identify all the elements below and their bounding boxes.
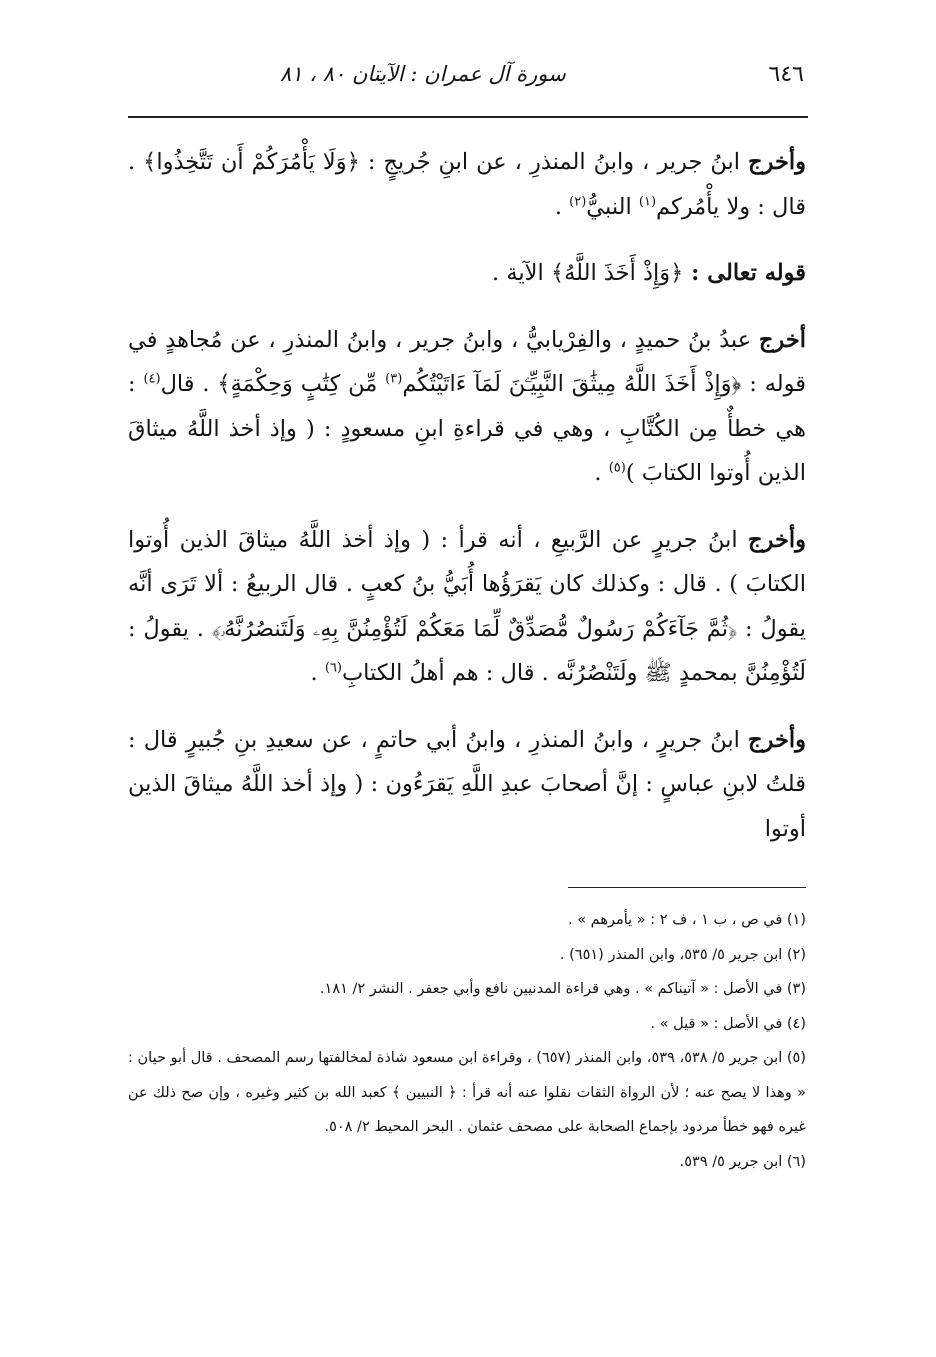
paragraph-text: . xyxy=(310,660,325,686)
paragraph-text: ابنُ جرير ، وابنُ المنذرِ ، عن ابنِ جُريجٍ : xyxy=(359,149,749,175)
paragraph-3 xyxy=(128,318,806,496)
quran-quote: ﴿وَإِذْ أَخَذَ اللَّهُ مِيثَٰقَ النَّبِيِّـۧنَ لَمَآ ءَاتَيْتُكُم xyxy=(402,371,742,397)
paragraph-text: النبيُّ xyxy=(586,193,639,220)
paragraph-text: . قال xyxy=(160,371,218,397)
paragraph-5 xyxy=(128,718,806,852)
footnote-marker[interactable]: (٦) xyxy=(324,660,342,676)
quran-quote: مِّن كِتَٰبٍ وَحِكْمَةٍ﴾ xyxy=(217,371,386,397)
footnote: (٦) ابن جرير ٥/ ٥٣٩. xyxy=(679,1153,806,1170)
footnote-marker[interactable]: (١) xyxy=(638,194,657,209)
running-title: سورة آل عمران : الآيتان ٨٠ ، ٨١ xyxy=(280,62,566,86)
header-rule xyxy=(128,116,808,118)
paragraph-text: . يقولُ : لَتُؤْمِنُنَّ بمحمدٍ ﷺ ولَتَنْصُرُنَّه . قال : هم أهلُ الكتابِ xyxy=(128,615,806,686)
paragraph-text: : هي خطأٌ مِن الكُتَّابِ ، وهي في قراءةِ ابنِ مسعودٍ : ( وإذ أخذ اللَّهُ ميثاقَ الذين أُوتوا الكتابَ ) xyxy=(128,371,806,486)
paragraph-lead: أخرج xyxy=(758,326,806,353)
paragraph-text: . xyxy=(554,193,570,220)
paragraph-4 xyxy=(128,518,806,696)
footnote: (٣) في الأصل : « آتيناكم » . وهي قراءة المدنيين نافع وأبي جعفر . النشر ٢/ ١٨١. xyxy=(319,981,806,997)
quran-quote: ﴿وَلَا يَأْمُرَكُمْ أَن تَتَّخِذُوا﴾ xyxy=(143,149,360,175)
footnote: (٥) ابن جرير ٥/ ٥٣٨، ٥٣٩، وابن المنذر (٦٥٧) ، وقراءة ابن مسعود شاذة لمخالفتها رسم المصحف . قال أبو حيان : « وهذا لا يصح عنه ؛ لأن الرواة الثقات نقلوا عنه أنه قرأ : ﴿ النبيين ﴾ كعبد الله بن كثير وغيره ، وإن صح ذلك عن غيره فهو خطأ مردود بإجماع الصحابة على مصحف عثمان . البحر المحيط ٢/ ٥٠٨. xyxy=(128,1050,806,1135)
paragraph-lead: وأخرج xyxy=(748,526,806,553)
paragraph-lead: وأخرج xyxy=(748,726,806,753)
paragraph-text: . قال : ولا يأْمُركم xyxy=(128,149,806,220)
paragraph-text: ابنُ جريرٍ ، وابنُ المنذرِ ، وابنُ أبي حاتمٍ ، عن سعيدِ بنِ جُبيرٍ قال : قلتُ لابنِ عباسٍ : إنَّ أصحابَ عبدِ اللَّهِ يَقرَءُون : ( وإذ أخذ اللَّهُ ميثاقَ الذين أوتوا xyxy=(128,726,806,842)
paragraph-text: عبدُ بنُ حميدٍ ، والفِرْيابيُّ ، وابنُ جرير ، وابنُ المنذرِ ، عن مُجاهدٍ في قوله : xyxy=(128,326,806,397)
quran-quote: ﴿وَإِذْ أَخَذَ اللَّهُ﴾ xyxy=(550,260,684,286)
paragraph-1 xyxy=(128,140,806,229)
footnote-marker[interactable]: (٣) xyxy=(385,371,403,387)
paragraph-text: . xyxy=(594,460,609,486)
paragraph-text: الآية . xyxy=(492,260,551,286)
footnote-separator xyxy=(568,887,806,888)
paragraph-2 xyxy=(128,251,806,296)
footnote-marker[interactable]: (٥) xyxy=(608,460,626,476)
quran-quote: ﴿ثُمَّ جَآءَكُمْ رَسُولٌ مُّصَدِّقٌ لِّمَا مَعَكُمْ لَتُؤْمِنُنَّ بِهِۦ وَلَتَنصُرُنَّهُۥ﴾ xyxy=(211,615,738,642)
main-text xyxy=(128,140,806,873)
footnote: (١) في ص ، ب ١ ، ف ٢ : « يأمرهم » . xyxy=(567,912,806,928)
footnotes xyxy=(128,903,806,1179)
footnote-marker[interactable]: (٢) xyxy=(569,194,587,209)
footnote: (٢) ابن جرير ٥/ ٥٣٥، وابن المنذر (٦٥١) . xyxy=(559,946,806,963)
page-header xyxy=(130,62,804,102)
paragraph-lead: وأخرج xyxy=(748,149,806,175)
page-number: ٦٤٦ xyxy=(768,62,804,87)
paragraph-text: ابنُ جريرٍ عن الرَّبيعِ ، أنه قرأ : ( وإذ أخذ اللَّهُ ميثاقَ الذين أُوتوا الكتابَ ) . قال : وكذلك كان يَقرَؤُها أُبَيُّ بنُ كعبٍ . قال الربيعُ : ألا تَرَى أنَّه يقولُ : xyxy=(128,526,807,642)
footnote: (٤) في الأصل : « قيل » . xyxy=(650,1015,806,1032)
footnote-marker[interactable]: (٤) xyxy=(143,371,161,387)
section-heading: قوله تعالى : xyxy=(683,260,806,286)
